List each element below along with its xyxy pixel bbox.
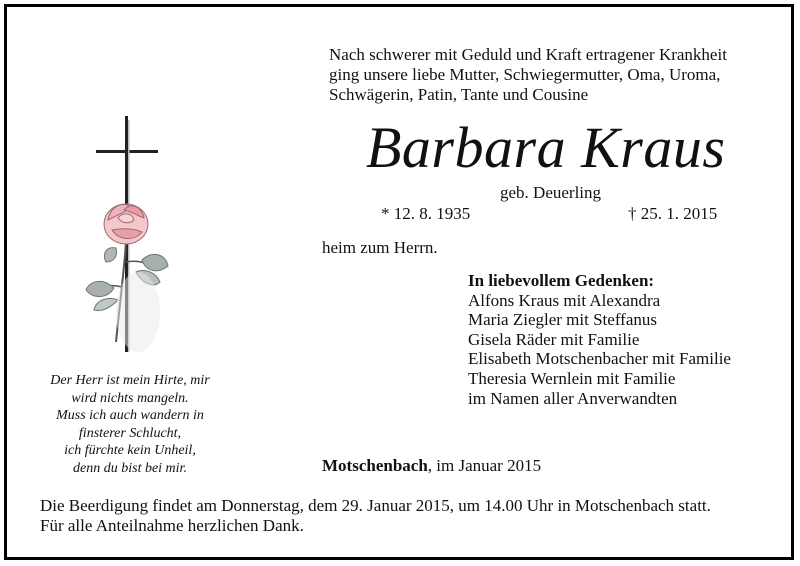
mourner-name: Theresia Wernlein mit Familie [468, 368, 676, 388]
cross-icon [80, 112, 180, 362]
birth-date: * 12. 8. 1935 [381, 204, 471, 223]
place-date: , im Januar 2015 [427, 456, 542, 475]
funeral-notice [40, 496, 711, 536]
death-date: † 25. 1. 2015 [628, 204, 718, 223]
mourner-name: Elisabeth Motschenbacher mit Familie [468, 349, 731, 369]
rose-icon [86, 204, 168, 352]
mourner-name: Maria Ziegler mit Steffanus [468, 310, 657, 330]
verse-line: ich fürchte kein Unheil, [64, 443, 196, 459]
verse-line: Muss ich auch wandern in [56, 408, 204, 424]
funeral-line: Für alle Anteilnahme herzlichen Dank. [40, 516, 304, 535]
mourner-name: Alfons Kraus mit Alexandra [468, 290, 661, 310]
verse-line: wird nichts mangeln. [71, 390, 189, 406]
place-town: Motschenbach [322, 456, 428, 475]
bible-verse [28, 372, 232, 478]
funeral-line: Die Beerdigung findet am Donnerstag, dem 29. Januar 2015, um 14.00 Uhr in Motschenbach statt. [40, 496, 711, 515]
mourner-name: im Namen aller Anverwandten [468, 388, 678, 408]
intro-line: Schwägerin, Patin, Tante und Cousine [329, 85, 589, 104]
verse-line: Der Herr ist mein Hirte, mir [50, 373, 210, 388]
homecoming-text: heim zum Herrn. [322, 238, 438, 257]
verse-line: denn du bist bei mir. [73, 460, 187, 476]
intro-line: ging unsere liebe Mutter, Schwiegermutter, Oma, Uroma, [329, 65, 721, 84]
verse-line: finsterer Schlucht, [78, 425, 182, 441]
intro-text [329, 45, 727, 105]
intro-line: Nach schwerer mit Geduld und Kraft ertragener Krankheit [329, 45, 727, 64]
place-and-date [322, 456, 541, 476]
mourners-list [468, 271, 731, 408]
mourner-name: Gisela Räder mit Familie [468, 329, 640, 349]
deceased-name: Barbara Kraus [366, 115, 726, 180]
maiden-name: geb. Deuerling [500, 183, 602, 202]
mourners-heading: In liebevollem Gedenken: [468, 271, 655, 290]
